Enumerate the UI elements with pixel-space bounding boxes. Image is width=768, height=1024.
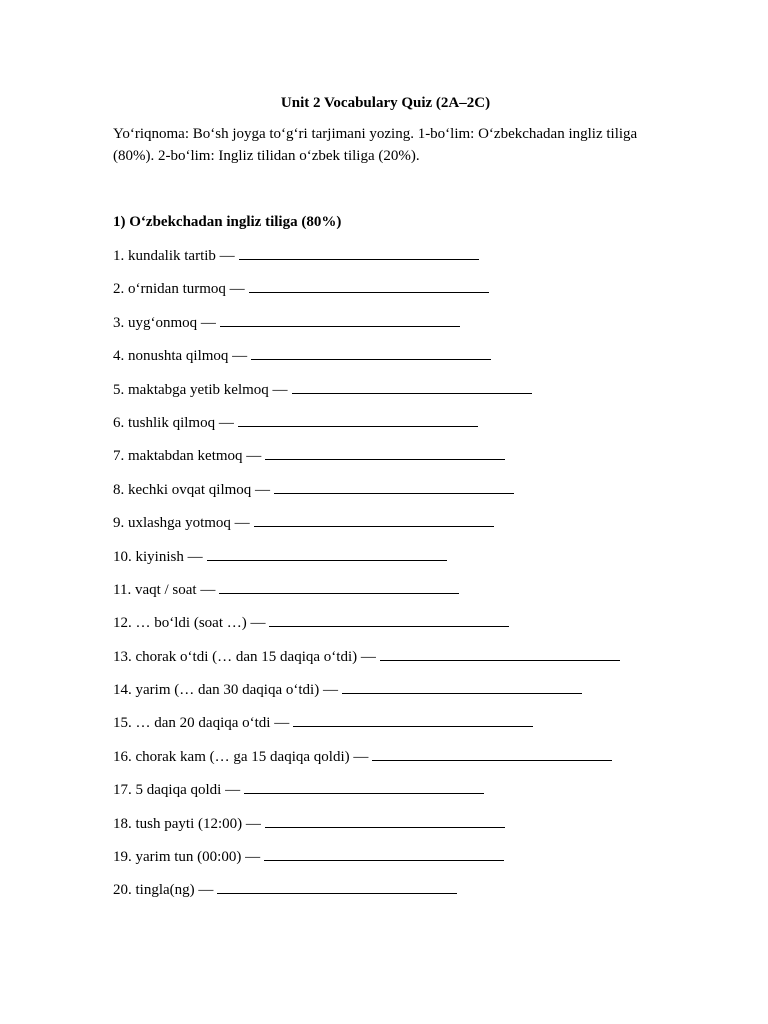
vocabulary-list (113, 247, 658, 899)
answer-blank (251, 347, 491, 360)
item-prompt: 2. o‘rnidan turmoq — (113, 281, 245, 298)
answer-blank (264, 848, 504, 861)
answer-blank (372, 748, 612, 761)
vocabulary-item (113, 781, 658, 799)
item-prompt: 16. chorak kam (… ga 15 daqiqa qoldi) — (113, 748, 369, 765)
item-prompt: 1. kundalik tartib — (113, 248, 235, 264)
answer-blank (274, 481, 514, 494)
answer-blank (342, 681, 582, 694)
vocabulary-item (113, 381, 658, 399)
vocabulary-item (113, 414, 658, 432)
item-prompt: 3. uyg‘onmoq — (113, 314, 216, 331)
answer-blank (207, 548, 447, 561)
vocabulary-item (113, 881, 658, 899)
item-prompt: 10. kiyinish — (113, 548, 203, 565)
vocabulary-item (113, 247, 658, 265)
item-prompt: 9. uxlashga yotmoq — (113, 515, 250, 532)
item-prompt: 5. maktabga yetib kelmoq — (113, 381, 288, 398)
vocabulary-item (113, 347, 658, 365)
answer-blank (254, 514, 494, 527)
vocabulary-item (113, 481, 658, 499)
quiz-page (113, 94, 658, 915)
item-prompt: 7. maktabdan ketmoq — (113, 448, 262, 465)
answer-blank (269, 614, 509, 627)
answer-blank (217, 881, 457, 894)
item-prompt: 6. tushlik qilmoq — (113, 414, 234, 431)
answer-blank (239, 247, 479, 260)
item-prompt: 15. … dan 20 daqiqa o‘tdi — (113, 715, 290, 732)
answer-blank (293, 714, 533, 727)
quiz-title: Unit 2 Vocabulary Quiz (2A–2C) (280, 95, 491, 111)
vocabulary-item (113, 447, 658, 465)
answer-blank (265, 447, 505, 460)
vocabulary-item (113, 314, 658, 332)
item-prompt: 4. nonushta qilmoq — (113, 348, 248, 365)
item-prompt: 11. vaqt / soat — (113, 581, 216, 598)
vocabulary-item (113, 548, 658, 566)
instructions-paragraph: Yo‘riqnoma: Bo‘sh joyga to‘g‘ri tarjimani yozing. 1-bo‘lim: O‘zbekchadan ingliz tiliga (80%). 2-bo‘lim: Ingliz tilidan o‘zbek tiliga (20%). (113, 126, 638, 164)
vocabulary-item (113, 748, 658, 766)
section-heading: 1) O‘zbekchadan ingliz tiliga (80%) (113, 214, 342, 230)
vocabulary-item (113, 280, 658, 298)
answer-blank (220, 314, 460, 327)
item-prompt: 12. … bo‘ldi (soat …) — (113, 615, 266, 632)
vocabulary-item (113, 714, 658, 732)
answer-blank (292, 381, 532, 394)
vocabulary-item (113, 581, 658, 599)
item-prompt: 18. tush payti (12:00) — (113, 815, 261, 832)
answer-blank (265, 815, 505, 828)
vocabulary-item (113, 815, 658, 833)
item-prompt: 17. 5 daqiqa qoldi — (113, 782, 241, 799)
vocabulary-item (113, 681, 658, 699)
answer-blank (249, 280, 489, 293)
vocabulary-item (113, 614, 658, 632)
answer-blank (244, 781, 484, 794)
answer-blank (380, 648, 620, 661)
vocabulary-item (113, 848, 658, 866)
answer-blank (238, 414, 478, 427)
item-prompt: 8. kechki ovqat qilmoq — (113, 481, 271, 498)
item-prompt: 20. tingla(ng) — (113, 882, 214, 899)
vocabulary-item (113, 648, 658, 666)
item-prompt: 13. chorak o‘tdi (… dan 15 daqiqa o‘tdi) — (113, 648, 376, 665)
item-prompt: 14. yarim (… dan 30 daqiqa o‘tdi) — (113, 682, 338, 699)
item-prompt: 19. yarim tun (00:00) — (113, 849, 261, 866)
answer-blank (219, 581, 459, 594)
vocabulary-item (113, 514, 658, 532)
